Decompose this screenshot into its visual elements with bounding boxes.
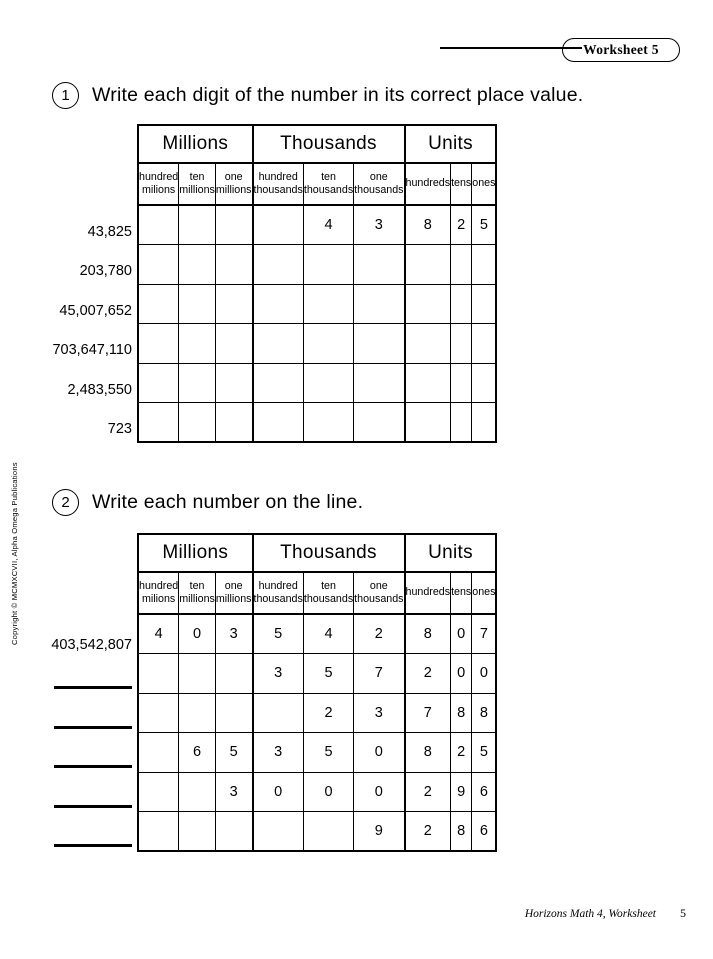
table-1-row-labels bbox=[40, 204, 135, 441]
digit-cell[interactable]: 2 bbox=[405, 772, 451, 812]
digit-cell-empty[interactable] bbox=[451, 324, 472, 364]
column-header-one-thousands bbox=[354, 572, 405, 614]
digit-cell[interactable]: 5 bbox=[215, 733, 252, 773]
group-header-units: Units bbox=[405, 534, 497, 572]
digit-cell-empty[interactable] bbox=[253, 403, 304, 443]
column-header-line2: tens bbox=[451, 177, 472, 190]
digit-cell-empty[interactable] bbox=[215, 403, 252, 443]
blank-line-rule bbox=[54, 765, 132, 768]
column-header-line2: thousands bbox=[354, 184, 404, 196]
digit-cell-empty[interactable] bbox=[405, 324, 451, 364]
digit-cell-empty[interactable] bbox=[215, 245, 252, 285]
digit-cell[interactable]: 4 bbox=[138, 614, 179, 654]
digit-cell-empty[interactable] bbox=[215, 693, 252, 733]
digit-cell[interactable]: 5 bbox=[303, 654, 353, 694]
digit-cell-empty[interactable] bbox=[179, 205, 216, 245]
column-header-line1: ten bbox=[189, 579, 205, 592]
digit-cell[interactable]: 8 bbox=[405, 614, 451, 654]
digit-cell-empty[interactable] bbox=[451, 403, 472, 443]
table-row bbox=[138, 245, 496, 285]
answer-blank-line[interactable] bbox=[40, 657, 135, 697]
group-header-row bbox=[138, 534, 496, 572]
digit-cell-empty[interactable] bbox=[138, 403, 179, 443]
digit-cell[interactable]: 2 bbox=[303, 693, 353, 733]
place-value-table-1 bbox=[137, 124, 497, 443]
table-row bbox=[138, 363, 496, 403]
digit-cell-empty[interactable] bbox=[253, 205, 304, 245]
footer-title: Horizons Math 4, Worksheet bbox=[524, 908, 656, 920]
digit-cell[interactable]: 8 bbox=[451, 693, 472, 733]
place-value-table-2 bbox=[137, 533, 497, 852]
digit-cell[interactable]: 4 bbox=[303, 614, 353, 654]
digit-cell[interactable]: 6 bbox=[472, 772, 497, 812]
digit-cell-empty[interactable] bbox=[303, 324, 353, 364]
column-header-one-millions bbox=[215, 163, 252, 205]
digit-cell-empty[interactable] bbox=[303, 284, 353, 324]
digit-cell-empty[interactable] bbox=[472, 284, 497, 324]
blank-line-rule bbox=[54, 844, 132, 847]
digit-cell[interactable]: 2 bbox=[451, 733, 472, 773]
group-header-units: Units bbox=[405, 125, 497, 163]
column-header-hundred-milions bbox=[138, 163, 179, 205]
digit-cell-empty[interactable] bbox=[303, 403, 353, 443]
digit-cell-empty[interactable] bbox=[179, 363, 216, 403]
column-header-line1: one bbox=[369, 170, 388, 183]
digit-cell[interactable]: 4 bbox=[303, 205, 353, 245]
table-row bbox=[138, 772, 496, 812]
digit-cell-empty[interactable] bbox=[138, 363, 179, 403]
digit-cell-empty[interactable] bbox=[472, 363, 497, 403]
blank-line-rule bbox=[54, 805, 132, 808]
question-2-number: 2 bbox=[52, 489, 79, 516]
table-2-body bbox=[138, 614, 496, 851]
digit-cell-empty[interactable] bbox=[138, 693, 179, 733]
digit-cell-empty[interactable] bbox=[253, 363, 304, 403]
digit-cell[interactable]: 2 bbox=[354, 614, 405, 654]
table-row bbox=[138, 614, 496, 654]
digit-cell-empty[interactable] bbox=[354, 403, 405, 443]
worksheet-badge: Worksheet 5 bbox=[562, 38, 680, 62]
answer-blank-line[interactable] bbox=[40, 736, 135, 776]
table-2-head bbox=[138, 534, 496, 614]
column-header-ones bbox=[472, 163, 497, 205]
table-1-body bbox=[138, 205, 496, 442]
column-header-line2: thousands bbox=[253, 184, 303, 196]
digit-cell-empty[interactable] bbox=[179, 812, 216, 852]
digit-cell-empty[interactable] bbox=[303, 363, 353, 403]
table-row bbox=[138, 733, 496, 773]
column-header-line1: hundred bbox=[258, 579, 298, 592]
digit-cell-empty[interactable] bbox=[179, 324, 216, 364]
digit-cell[interactable]: 8 bbox=[472, 693, 497, 733]
blank-line-rule bbox=[54, 686, 132, 689]
column-header-line2: ones bbox=[472, 177, 496, 190]
column-header-line2: thousands bbox=[253, 593, 303, 605]
column-header-ones bbox=[472, 572, 497, 614]
digit-cell[interactable]: 0 bbox=[451, 614, 472, 654]
header-rule bbox=[440, 47, 582, 49]
column-header-ten-thousands bbox=[303, 163, 353, 205]
digit-cell[interactable]: 6 bbox=[472, 812, 497, 852]
question-1-text: Write each digit of the number in its correct place value. bbox=[92, 84, 584, 106]
table-row bbox=[138, 324, 496, 364]
column-header-ten-thousands bbox=[303, 572, 353, 614]
digit-cell-empty[interactable] bbox=[405, 403, 451, 443]
column-header-row bbox=[138, 163, 496, 205]
group-header-thousands: Thousands bbox=[253, 534, 405, 572]
column-header-one-thousands bbox=[354, 163, 405, 205]
row-label: 723 bbox=[107, 421, 132, 437]
question-2 bbox=[52, 489, 363, 516]
column-header-line2: millions bbox=[215, 593, 252, 605]
digit-cell-empty[interactable] bbox=[179, 403, 216, 443]
digit-cell-empty[interactable] bbox=[405, 284, 451, 324]
table-2-row-labels bbox=[40, 617, 135, 854]
digit-cell[interactable]: 7 bbox=[405, 693, 451, 733]
column-header-line1: one bbox=[224, 170, 243, 183]
column-header-line2: tens bbox=[451, 586, 472, 599]
row-label: 203,780 bbox=[79, 263, 132, 279]
column-header-hundred-thousands bbox=[253, 572, 304, 614]
group-header-millions: Millions bbox=[138, 534, 253, 572]
digit-cell-empty[interactable] bbox=[303, 245, 353, 285]
digit-cell-empty[interactable] bbox=[215, 324, 252, 364]
digit-cell-empty[interactable] bbox=[179, 772, 216, 812]
digit-cell-empty[interactable] bbox=[138, 324, 179, 364]
digit-cell-empty[interactable] bbox=[354, 324, 405, 364]
answer-blank-line[interactable] bbox=[40, 696, 135, 736]
column-header-ten-millions bbox=[179, 163, 216, 205]
digit-cell-empty[interactable] bbox=[179, 654, 216, 694]
digit-cell[interactable]: 2 bbox=[405, 812, 451, 852]
digit-cell-empty[interactable] bbox=[215, 284, 252, 324]
digit-cell[interactable]: 5 bbox=[472, 205, 497, 245]
digit-cell-empty[interactable] bbox=[215, 654, 252, 694]
digit-cell-empty[interactable] bbox=[253, 324, 304, 364]
column-header-hundreds bbox=[405, 572, 451, 614]
digit-cell[interactable]: 0 bbox=[451, 654, 472, 694]
column-header-line2: thousands bbox=[303, 593, 354, 605]
digit-cell-empty[interactable] bbox=[138, 654, 179, 694]
digit-cell-empty[interactable] bbox=[179, 245, 216, 285]
digit-cell-empty[interactable] bbox=[405, 245, 451, 285]
digit-cell[interactable]: 0 bbox=[253, 772, 304, 812]
digit-cell[interactable]: 0 bbox=[303, 772, 353, 812]
column-header-line2: milions bbox=[141, 184, 176, 196]
digit-cell-empty[interactable] bbox=[451, 245, 472, 285]
digit-cell[interactable]: 8 bbox=[405, 733, 451, 773]
column-header-line1: hundred bbox=[258, 170, 298, 183]
column-header-line1: one bbox=[369, 579, 388, 592]
group-header-thousands: Thousands bbox=[253, 125, 405, 163]
column-header-line1: ten bbox=[321, 579, 336, 592]
row-label: 703,647,110 bbox=[52, 342, 132, 358]
digit-cell-empty[interactable] bbox=[303, 812, 353, 852]
answer-blank-line[interactable] bbox=[40, 815, 135, 855]
digit-cell-empty[interactable] bbox=[472, 403, 497, 443]
table-row bbox=[138, 812, 496, 852]
digit-cell-empty[interactable] bbox=[138, 245, 179, 285]
column-header-line2: thousands bbox=[303, 184, 354, 196]
digit-cell[interactable]: 8 bbox=[405, 205, 451, 245]
copyright-notice: Copyright © MCMXCVII, Alpha Omega Publications bbox=[10, 462, 19, 645]
digit-cell[interactable]: 8 bbox=[451, 812, 472, 852]
digit-cell-empty[interactable] bbox=[253, 812, 304, 852]
digit-cell[interactable]: 9 bbox=[354, 812, 405, 852]
digit-cell-empty[interactable] bbox=[451, 284, 472, 324]
row-label: 45,007,652 bbox=[59, 302, 132, 319]
digit-cell-empty[interactable] bbox=[253, 693, 304, 733]
column-header-line1: ten bbox=[189, 170, 205, 183]
digit-cell[interactable]: 5 bbox=[472, 733, 497, 773]
question-1-number: 1 bbox=[52, 82, 79, 109]
digit-cell[interactable]: 7 bbox=[472, 614, 497, 654]
column-header-line1: hundred bbox=[139, 579, 179, 592]
table-1-head bbox=[138, 125, 496, 205]
column-header-tens bbox=[451, 572, 472, 614]
column-header-line2: hundreds bbox=[405, 177, 451, 190]
table-row bbox=[138, 693, 496, 733]
column-header-line1: ten bbox=[321, 170, 336, 183]
page-footer bbox=[525, 906, 686, 921]
digit-cell[interactable]: 0 bbox=[354, 733, 405, 773]
digit-cell-empty[interactable] bbox=[354, 363, 405, 403]
row-label: 403,542,807 bbox=[51, 636, 132, 653]
digit-cell-empty[interactable] bbox=[215, 205, 252, 245]
column-header-line2: millions bbox=[179, 593, 215, 605]
table-row bbox=[138, 284, 496, 324]
group-header-millions: Millions bbox=[138, 125, 253, 163]
digit-cell[interactable]: 2 bbox=[451, 205, 472, 245]
column-header-line1: hundred bbox=[139, 170, 179, 183]
digit-cell[interactable]: 7 bbox=[354, 654, 405, 694]
digit-cell[interactable]: 3 bbox=[215, 772, 252, 812]
column-header-line2: milions bbox=[141, 593, 176, 605]
digit-cell-empty[interactable] bbox=[472, 245, 497, 285]
digit-cell-empty[interactable] bbox=[354, 284, 405, 324]
column-header-line2: thousands bbox=[354, 593, 404, 605]
table-row bbox=[138, 654, 496, 694]
row-label: 2,483,550 bbox=[67, 381, 132, 398]
digit-cell[interactable]: 3 bbox=[354, 693, 405, 733]
column-header-ten-millions bbox=[179, 572, 216, 614]
digit-cell-empty[interactable] bbox=[179, 693, 216, 733]
blank-line-rule bbox=[54, 726, 132, 729]
column-header-hundred-thousands bbox=[253, 163, 304, 205]
table-row bbox=[138, 403, 496, 443]
digit-cell[interactable]: 3 bbox=[215, 614, 252, 654]
digit-cell-empty[interactable] bbox=[138, 205, 179, 245]
digit-cell[interactable]: 9 bbox=[451, 772, 472, 812]
group-header-row bbox=[138, 125, 496, 163]
digit-cell-empty[interactable] bbox=[138, 284, 179, 324]
digit-cell-empty[interactable] bbox=[405, 363, 451, 403]
question-1 bbox=[52, 82, 583, 109]
column-header-line2: ones bbox=[472, 586, 496, 599]
column-header-tens bbox=[451, 163, 472, 205]
answer-blank-line[interactable] bbox=[40, 775, 135, 815]
question-2-text: Write each number on the line. bbox=[92, 491, 364, 513]
digit-cell-empty[interactable] bbox=[179, 284, 216, 324]
digit-cell-empty[interactable] bbox=[451, 363, 472, 403]
digit-cell-empty[interactable] bbox=[138, 733, 179, 773]
digit-cell[interactable]: 3 bbox=[354, 205, 405, 245]
digit-cell[interactable]: 5 bbox=[303, 733, 353, 773]
digit-cell[interactable]: 6 bbox=[179, 733, 216, 773]
digit-cell[interactable]: 3 bbox=[253, 654, 304, 694]
column-header-line2: millions bbox=[179, 184, 215, 196]
digit-cell[interactable]: 5 bbox=[253, 614, 304, 654]
digit-cell-empty[interactable] bbox=[354, 245, 405, 285]
column-header-hundreds bbox=[405, 163, 451, 205]
column-header-line2: millions bbox=[215, 184, 252, 196]
column-header-one-millions bbox=[215, 572, 252, 614]
digit-cell-empty[interactable] bbox=[472, 324, 497, 364]
column-header-line2: hundreds bbox=[405, 586, 451, 599]
digit-cell[interactable]: 3 bbox=[253, 733, 304, 773]
column-header-hundred-milions bbox=[138, 572, 179, 614]
digit-cell-empty[interactable] bbox=[138, 812, 179, 852]
digit-cell-empty[interactable] bbox=[253, 284, 304, 324]
digit-cell[interactable]: 2 bbox=[405, 654, 451, 694]
digit-cell[interactable]: 0 bbox=[354, 772, 405, 812]
digit-cell-empty[interactable] bbox=[253, 245, 304, 285]
footer-page-number: 5 bbox=[680, 906, 686, 920]
table-row bbox=[138, 205, 496, 245]
digit-cell-empty[interactable] bbox=[215, 363, 252, 403]
digit-cell-empty[interactable] bbox=[215, 812, 252, 852]
page-header bbox=[440, 38, 680, 68]
column-header-row bbox=[138, 572, 496, 614]
column-header-line1: one bbox=[224, 579, 243, 592]
digit-cell-empty[interactable] bbox=[138, 772, 179, 812]
row-label: 43,825 bbox=[87, 223, 132, 240]
digit-cell[interactable]: 0 bbox=[472, 654, 497, 694]
digit-cell[interactable]: 0 bbox=[179, 614, 216, 654]
